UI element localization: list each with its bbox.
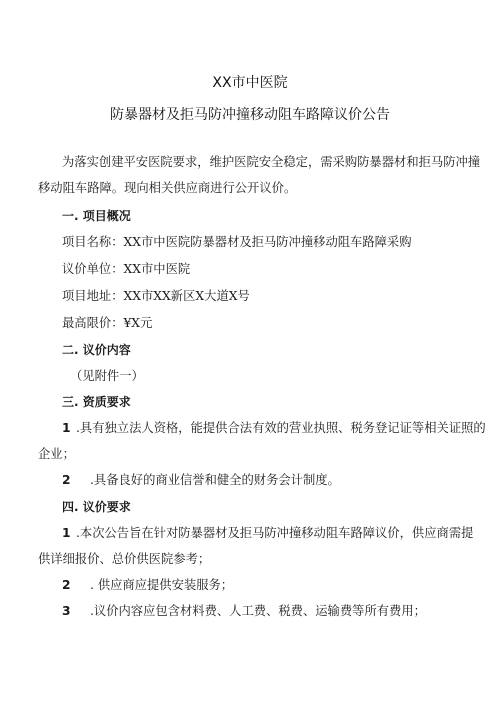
section-1-heading: 一. 项目概况 [62,209,131,223]
hospital-name: XX市中医院 [212,75,288,91]
section-2-heading: 二. 议价内容 [62,343,131,357]
requirement-item [62,525,474,541]
item-text: .具备良好的商业信誉和健全的财务会计制度。 [90,473,340,487]
intro-line-1: 为落实创建平安医院要求，维护医院安全稳定，需采购防暴器材和拒马防冲撞 [62,155,481,169]
item-number: 1 [62,421,71,435]
item-number: 3 [62,604,71,618]
item-text: .具有独立法人资格，能提供合法有效的营业执照、税务登记证等相关证照的 [76,421,486,435]
qualification-item [62,472,466,488]
qualification-item-continued: 企业； [38,447,75,461]
item-text: .议价内容应包含材料费、人工费、税费、运输费等所有费用； [90,604,426,618]
requirement-item [62,603,466,619]
notice-title: 防暴器材及拒马防冲撞移动阻车路障议价公告 [110,107,390,123]
section-3-heading: 三. 资质要求 [62,395,131,409]
requirement-item-continued: 供详细报价、总价供医院参考； [38,552,211,566]
project-name: 项目名称：XX市中医院防暴器材及拒马防冲撞移动阻车路障采购 [62,235,412,249]
project-address: 项目地址：XX市XX新区X大道X号 [62,289,250,303]
item-text: . 供应商应提供安装服务； [90,578,234,592]
attachment-note: （见附件一） [70,369,144,383]
requirement-item [62,577,466,593]
item-number: 2 [62,578,71,592]
item-text: .本次公告旨在针对防暴器材及拒马防冲撞移动阻车路障议价，供应商需提 [76,526,474,540]
item-number: 1 [62,526,71,540]
intro-line-2: 移动阻车路障。现向相关供应商进行公开议价。 [38,181,297,195]
bidding-unit: 议价单位：XX市中医院 [62,262,191,276]
item-number: 2 [62,473,71,487]
section-4-heading: 四. 议价要求 [62,500,131,514]
qualification-item [62,420,486,436]
max-price: 最高限价：¥X元 [62,316,153,330]
